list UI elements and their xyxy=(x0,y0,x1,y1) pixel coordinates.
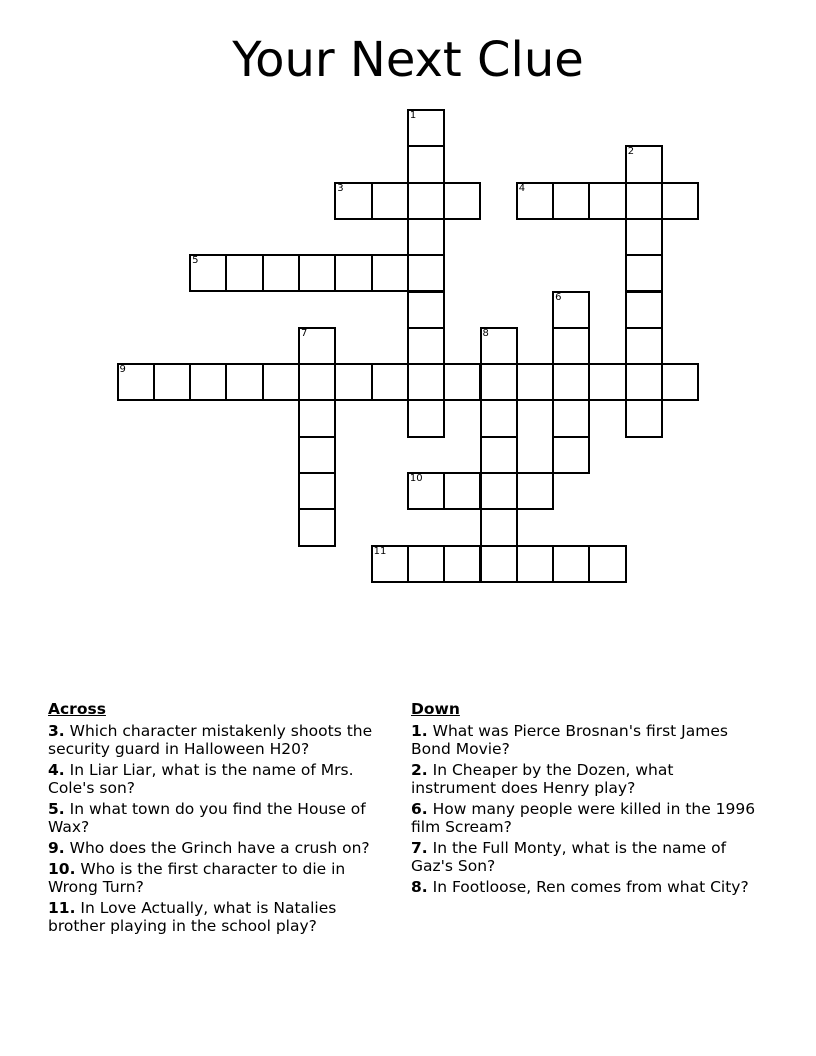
grid-cell[interactable] xyxy=(588,363,626,401)
grid-cell[interactable] xyxy=(407,182,445,220)
clue-number: 2 xyxy=(627,146,635,158)
grid-cell[interactable] xyxy=(153,363,191,401)
grid-cell[interactable] xyxy=(480,545,518,583)
clue-number: 6 xyxy=(555,291,562,303)
grid-cell[interactable] xyxy=(480,508,518,546)
down-heading: Down xyxy=(411,700,460,718)
grid-cell[interactable] xyxy=(443,545,481,583)
clue-number: 4 xyxy=(518,182,526,194)
grid-cell[interactable] xyxy=(298,399,336,437)
grid-cell[interactable] xyxy=(298,508,336,546)
clue-across-4: 4. In Liar Liar, what is the name of Mrs. Cole's son? xyxy=(48,761,354,797)
clue-number: 1 xyxy=(409,110,417,121)
grid-cell[interactable] xyxy=(407,399,445,437)
grid-cell[interactable] xyxy=(552,363,590,401)
grid-cell[interactable] xyxy=(371,182,409,220)
grid-cell[interactable] xyxy=(117,363,155,401)
grid-cell[interactable] xyxy=(334,182,372,220)
grid-cell[interactable] xyxy=(407,109,445,147)
grid-cell[interactable] xyxy=(625,254,663,292)
grid-cell[interactable] xyxy=(625,291,663,329)
clue-number: 3 xyxy=(337,182,344,194)
clue-down-7: 7. In the Full Monty, what is the name of Gaz's Son? xyxy=(411,839,727,875)
clue-across-5: 5. In what town do you find the House of Wax? xyxy=(48,800,366,836)
grid-cell[interactable] xyxy=(480,472,518,510)
grid-cell[interactable] xyxy=(552,291,590,329)
across-clues xyxy=(48,700,393,938)
grid-cell[interactable] xyxy=(225,254,263,292)
clue-down-1: 1. What was Pierce Brosnan's first James Bond Movie? xyxy=(411,722,728,758)
grid-cell[interactable] xyxy=(298,363,336,401)
grid-cell[interactable] xyxy=(298,254,336,292)
grid-cell[interactable] xyxy=(407,363,445,401)
clue-across-11: 11. In Love Actually, what is Natalies brother playing in the school play? xyxy=(48,899,337,935)
grid-cell[interactable] xyxy=(189,254,227,292)
grid-cell[interactable] xyxy=(625,363,663,401)
grid-cell[interactable] xyxy=(625,218,663,256)
grid-cell[interactable] xyxy=(407,218,445,256)
clue-number: 9 xyxy=(119,364,126,376)
grid-cell[interactable] xyxy=(625,399,663,437)
grid-cell[interactable] xyxy=(552,182,590,220)
grid-cell[interactable] xyxy=(661,182,699,220)
clue-number: 11 xyxy=(373,545,387,557)
grid-cell[interactable] xyxy=(407,254,445,292)
grid-cell[interactable] xyxy=(661,363,699,401)
grid-cell[interactable] xyxy=(625,182,663,220)
grid-cell[interactable] xyxy=(552,545,590,583)
across-heading: Across xyxy=(48,700,106,718)
grid-cell[interactable] xyxy=(443,363,481,401)
grid-cell[interactable] xyxy=(407,145,445,183)
grid-cell[interactable] xyxy=(298,436,336,474)
grid-cell[interactable] xyxy=(407,545,445,583)
grid-cell[interactable] xyxy=(552,399,590,437)
grid-cell[interactable] xyxy=(588,182,626,220)
grid-cell[interactable] xyxy=(407,291,445,329)
grid-cell[interactable] xyxy=(189,363,227,401)
clue-across-3: 3. Which character mistakenly shoots the security guard in Halloween H20? xyxy=(48,722,373,758)
clue-down-2: 2. In Cheaper by the Dozen, what instrument does Henry play? xyxy=(411,761,674,797)
grid-cell[interactable] xyxy=(298,472,336,510)
puzzle-title: Your Next Clue xyxy=(232,32,584,88)
grid-cell[interactable] xyxy=(552,327,590,365)
grid-cell[interactable] xyxy=(262,363,300,401)
grid-cell[interactable] xyxy=(516,472,554,510)
grid-cell[interactable] xyxy=(625,327,663,365)
clue-number: 7 xyxy=(301,327,308,339)
grid-cell[interactable] xyxy=(298,327,336,365)
grid-cell[interactable] xyxy=(516,363,554,401)
down-clues xyxy=(411,700,756,899)
grid-cell[interactable] xyxy=(552,436,590,474)
grid-cell[interactable] xyxy=(588,545,626,583)
grid-cell[interactable] xyxy=(407,327,445,365)
grid-cell[interactable] xyxy=(334,254,372,292)
grid-cell[interactable] xyxy=(371,545,409,583)
grid-cell[interactable] xyxy=(516,545,554,583)
grid-cell[interactable] xyxy=(480,327,518,365)
grid-cell[interactable] xyxy=(262,254,300,292)
grid-cell[interactable] xyxy=(480,436,518,474)
grid-cell[interactable] xyxy=(334,363,372,401)
grid-cell[interactable] xyxy=(225,363,263,401)
clue-number: 10 xyxy=(409,473,423,484)
clue-across-10: 10. Who is the first character to die in Wrong Turn? xyxy=(48,860,346,896)
clue-down-6: 6. How many people were killed in the 1996 film Scream? xyxy=(411,800,756,836)
grid-cell[interactable] xyxy=(625,145,663,183)
clue-down-8: 8. In Footloose, Ren comes from what City? xyxy=(411,878,749,896)
grid-cell[interactable] xyxy=(371,254,409,292)
grid-cell[interactable] xyxy=(480,399,518,437)
grid-cell[interactable] xyxy=(516,182,554,220)
clue-number: 5 xyxy=(192,255,199,267)
grid-cell[interactable] xyxy=(480,363,518,401)
clue-across-9: 9. Who does the Grinch have a crush on? xyxy=(48,839,370,857)
grid-cell[interactable] xyxy=(443,182,481,220)
grid-cell[interactable] xyxy=(371,363,409,401)
grid-cell[interactable] xyxy=(407,472,445,510)
grid-cell[interactable] xyxy=(443,472,481,510)
clue-number: 8 xyxy=(482,327,489,339)
